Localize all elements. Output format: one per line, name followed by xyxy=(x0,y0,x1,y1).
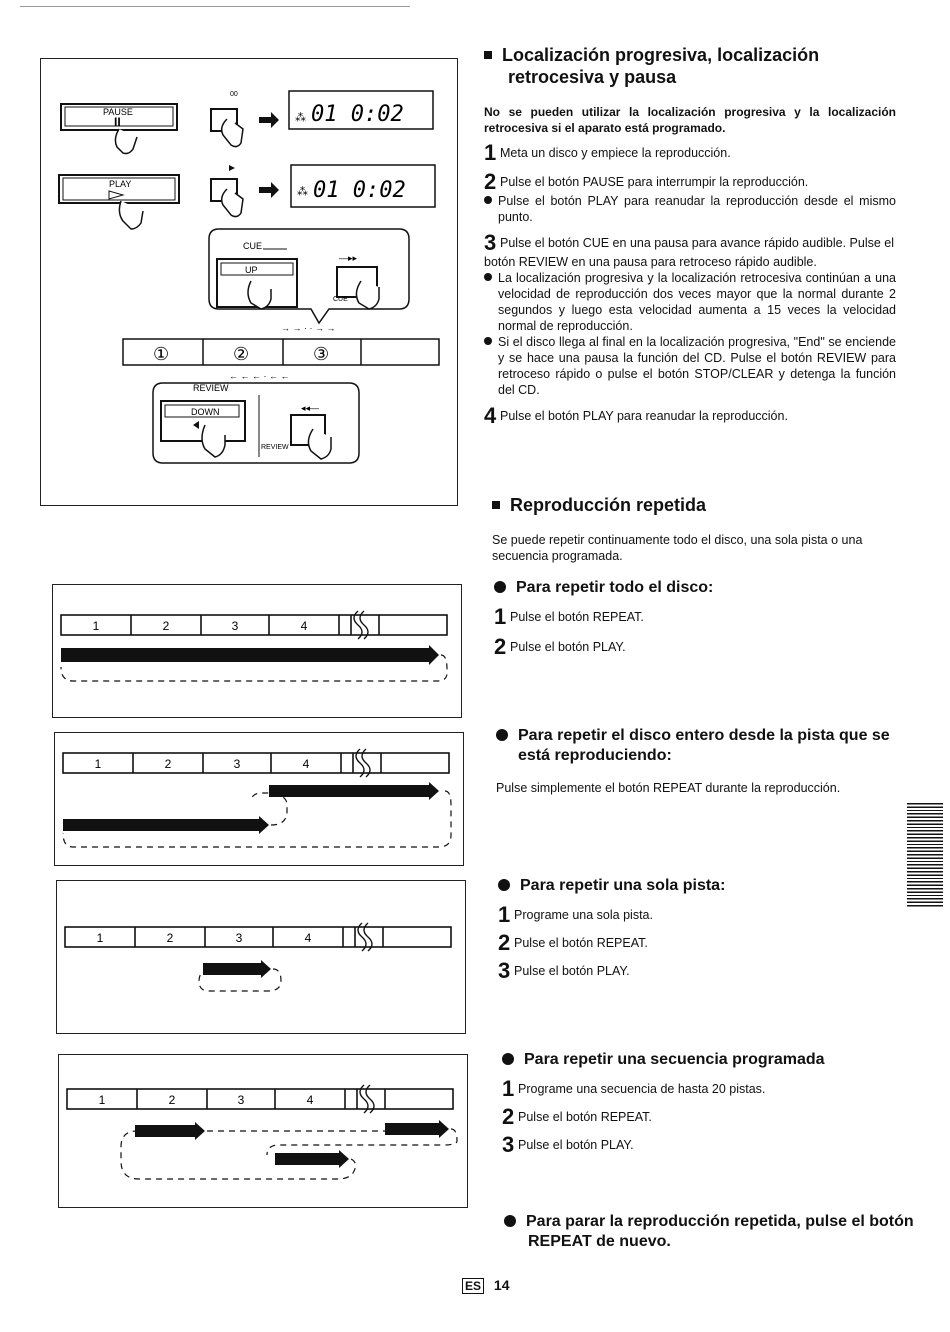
track-number: 1 xyxy=(94,757,102,771)
page-footer xyxy=(462,1277,509,1293)
language-badge: ES xyxy=(462,1278,484,1294)
step-1 xyxy=(498,904,908,926)
step-number: 2 xyxy=(494,634,507,659)
search-intro: No se pueden utilizar la localización progresiva y la localización retrocesiva si el aparato está programado. xyxy=(484,105,896,135)
repeat-section-title: Reproducción repetida xyxy=(492,494,904,516)
track-number: 4 xyxy=(300,619,308,633)
review-panel xyxy=(153,383,359,463)
repeat-intro: Se puede repetir continuamente todo el disco, una sola pista o una secuencia programada. xyxy=(492,533,863,563)
square-bullet-icon xyxy=(484,51,492,59)
whole-disc-steps xyxy=(494,606,906,658)
step-text: Pulse el botón REPEAT. xyxy=(514,936,648,950)
track-bar xyxy=(67,1089,453,1109)
repeat-section xyxy=(492,494,904,564)
step-bullet: Pulse el botón PLAY para reanudar la reproducción desde el mismo punto. xyxy=(484,193,896,225)
stop-note: Para parar la reproducción repetida, pulse el botón REPEAT de nuevo. xyxy=(504,1212,934,1252)
play-arrow-icon xyxy=(63,816,269,834)
track-3: ③ xyxy=(313,344,330,364)
step-text: Programe una secuencia de hasta 20 pistas. xyxy=(518,1082,766,1096)
play-label: PLAY xyxy=(109,179,132,189)
step-number: 1 xyxy=(498,902,511,927)
cue-small-label: CUE xyxy=(333,296,348,303)
cue-panel xyxy=(209,229,409,323)
from-track-text: Pulse simplemente el botón REPEAT durante la reproducción. xyxy=(496,781,841,795)
track-number: 2 xyxy=(164,757,172,771)
step-text: Pulse el botón PAUSE para interrumpir la reproducción. xyxy=(500,175,809,189)
review-small-label: REVIEW xyxy=(261,444,289,451)
track-bar xyxy=(63,753,449,773)
svg-text:◂◂—: ◂◂— xyxy=(301,403,320,413)
square-bullet-icon xyxy=(492,501,500,509)
step-2 xyxy=(484,171,896,225)
play-arrow-icon xyxy=(135,1122,205,1140)
review-label: REVIEW xyxy=(193,383,229,393)
lcd-display-2 xyxy=(291,165,435,207)
play-arrow-icon xyxy=(203,960,271,978)
pause-button-illustration xyxy=(61,104,177,154)
track-number: 4 xyxy=(302,757,310,771)
repeat-figure-sequence xyxy=(58,1054,468,1208)
track-number: 1 xyxy=(98,1093,106,1107)
play-button-illustration xyxy=(59,175,179,229)
sequence-steps xyxy=(502,1078,908,1156)
step-text: Pulse el botón CUE en una pausa para avance rápido audible. Pulse el botón REVIEW en una pausa para retroceso rápido audible. xyxy=(484,236,895,269)
step-text: Pulse el botón PLAY. xyxy=(510,640,626,654)
step-number: 3 xyxy=(484,230,497,255)
step-text: Pulse el botón PLAY. xyxy=(514,964,630,978)
controls-illustration xyxy=(41,59,457,505)
track-number: 2 xyxy=(166,931,174,945)
round-bullet-icon xyxy=(484,196,492,204)
track-number: 4 xyxy=(304,931,312,945)
step-number: 1 xyxy=(484,140,497,165)
search-section xyxy=(484,44,896,427)
arrow-right-icon xyxy=(259,112,279,128)
step-1 xyxy=(502,1078,908,1100)
play-arrow-icon xyxy=(275,1150,349,1168)
step-number: 1 xyxy=(502,1076,515,1101)
step-3 xyxy=(502,1134,908,1156)
step-1 xyxy=(494,606,906,628)
round-bullet-icon xyxy=(498,879,510,891)
round-bullet-icon xyxy=(494,581,506,593)
svg-text:← ← ← · ← ←: ← ← ← · ← ← xyxy=(229,371,290,381)
step-number: 1 xyxy=(494,604,507,629)
track-number: 2 xyxy=(162,619,170,633)
track-bar xyxy=(65,927,451,947)
finger-press-icon xyxy=(211,91,243,147)
step-number: 2 xyxy=(502,1104,515,1129)
track-number: 1 xyxy=(96,931,104,945)
single-track-steps xyxy=(498,904,908,982)
round-bullet-icon xyxy=(484,273,492,281)
step-number: 3 xyxy=(502,1132,515,1157)
step-bullet: Si el disco llega al final en la localización progresiva, "End" se enciende y se hace una pausa la función del CD. Pulse el botón REVIEW para retroceso rápido o pulse el botón STOP/CLEAR y detenga la función del CD. xyxy=(484,334,896,398)
round-bullet-icon xyxy=(484,337,492,345)
track-number: 1 xyxy=(92,619,100,633)
play-arrow-icon xyxy=(385,1120,449,1138)
top-rule xyxy=(20,6,410,7)
repeat-figure-single-track xyxy=(56,880,466,1034)
step-1 xyxy=(484,142,896,164)
step-number: 2 xyxy=(498,930,511,955)
svg-text:⁂: ⁂ xyxy=(295,112,306,124)
controls-figure xyxy=(40,58,458,506)
up-label: UP xyxy=(245,265,258,275)
cue-label: CUE xyxy=(243,241,263,251)
section-tab-marker xyxy=(907,803,943,907)
round-bullet-icon xyxy=(502,1053,514,1065)
whole-disc-title: Para repetir todo el disco: xyxy=(494,578,906,598)
search-section-title: Localización progresiva, localización retrocesiva y pausa xyxy=(484,44,896,88)
single-track-title: Para repetir una sola pista: xyxy=(498,876,908,896)
step-number: 3 xyxy=(498,958,511,983)
whole-disc-block xyxy=(494,578,906,658)
step-bullet: La localización progresiva y la localización retrocesiva continúan a una velocidad de reproducción dos veces mayor que la normal durante 2 segundos y luego esta velocidad aumenta a 15 veces la velocidad normal de reproducción. xyxy=(484,270,896,334)
down-label: DOWN xyxy=(191,407,220,417)
step-text: Programe una sola pista. xyxy=(514,908,653,922)
finger-press-icon xyxy=(211,165,243,217)
search-steps xyxy=(484,142,896,427)
round-bullet-icon xyxy=(504,1215,516,1227)
track-number: 2 xyxy=(168,1093,176,1107)
sequence-title: Para repetir una secuencia programada xyxy=(502,1050,908,1070)
pause-label: PAUSE xyxy=(103,107,133,117)
track-number: 3 xyxy=(233,757,241,771)
round-bullet-icon xyxy=(496,729,508,741)
step-text: Pulse el botón PLAY para reanudar la reproducción. xyxy=(500,409,788,423)
step-4 xyxy=(484,405,896,427)
svg-text:⁂: ⁂ xyxy=(297,186,308,198)
step-text: Pulse el botón PLAY. xyxy=(518,1138,634,1152)
lcd1-text: 01 0:02 xyxy=(311,102,404,127)
page-number: 14 xyxy=(493,1277,510,1293)
arrow-right-icon xyxy=(259,182,279,198)
track-number: 3 xyxy=(235,931,243,945)
play-arrow-icon xyxy=(269,782,439,800)
from-track-title: Para repetir el disco entero desde la pista que se está reproduciendo: xyxy=(496,726,906,766)
step-text: Pulse el botón REPEAT. xyxy=(518,1110,652,1124)
track-number: 3 xyxy=(237,1093,245,1107)
svg-text:00: 00 xyxy=(230,91,238,98)
lcd-display-1 xyxy=(289,91,433,129)
step-number: 4 xyxy=(484,403,497,428)
step-text: Pulse el botón REPEAT. xyxy=(510,610,644,624)
track-bar xyxy=(123,339,439,365)
play-arrow-icon xyxy=(61,645,439,665)
step-3 xyxy=(498,960,908,982)
step-2 xyxy=(498,932,908,954)
track-bar xyxy=(61,615,447,635)
svg-text:II: II xyxy=(114,115,121,129)
sequence-block xyxy=(502,1050,908,1156)
lcd2-text: 01 0:02 xyxy=(313,178,406,203)
step-2 xyxy=(502,1106,908,1128)
step-2 xyxy=(494,636,906,658)
repeat-figure-from-track xyxy=(54,732,464,866)
from-track-block xyxy=(496,726,906,796)
step-number: 2 xyxy=(484,169,497,194)
step-3 xyxy=(484,232,896,398)
svg-text:→ → · · → →: → → · · → → xyxy=(281,323,336,333)
track-2: ② xyxy=(233,344,250,364)
single-track-block xyxy=(498,876,908,982)
track-1: ① xyxy=(153,344,170,364)
step-text: Meta un disco y empiece la reproducción. xyxy=(500,146,731,160)
track-number: 3 xyxy=(231,619,239,633)
track-number: 4 xyxy=(306,1093,314,1107)
repeat-figure-whole-disc xyxy=(52,584,462,718)
svg-text:—▸▸: —▸▸ xyxy=(339,253,358,263)
